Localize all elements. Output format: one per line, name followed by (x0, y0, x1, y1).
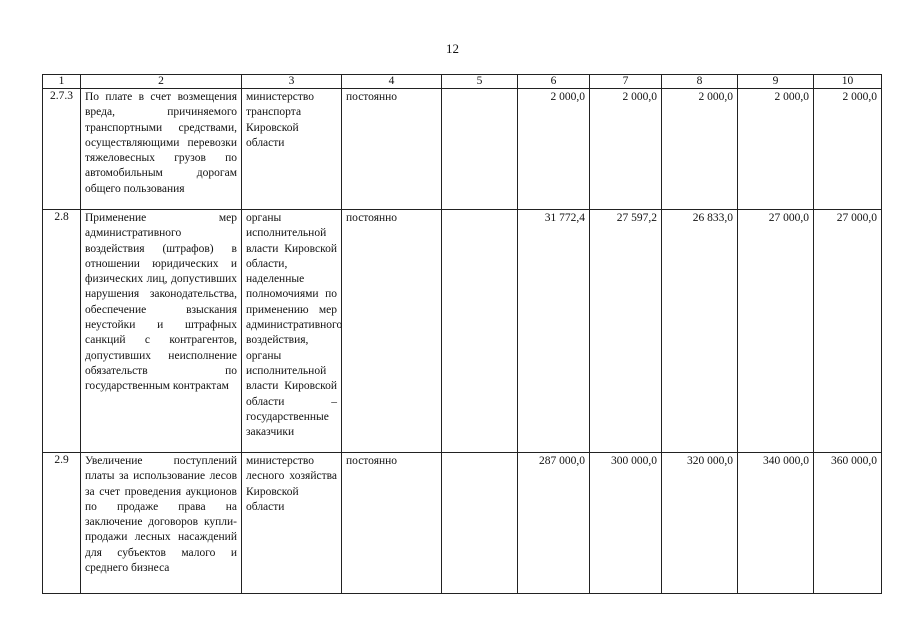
column-5-cell (442, 453, 518, 594)
measure-description: Увеличение поступлений платы за использование лесов за счет проведения аукционов по продаже права на заключение договоров купли-продажи лесных насаждений для субъектов малого и среднего бизнеса (81, 453, 242, 594)
value-col10: 2 000,0 (814, 89, 882, 210)
responsible-executor: министерство лесного хозяйства Кировской области (242, 453, 342, 594)
page-number: 12 (446, 41, 459, 56)
value-col10: 27 000,0 (814, 210, 882, 453)
value-col7: 300 000,0 (590, 453, 662, 594)
table-row (43, 453, 882, 594)
measure-description: Применение мер административного воздействия (штрафов) в отношении юридических и физических лиц, допустивших нарушения законодательства, обеспечение взыскания неустойки и штрафных санкций с контрагентов, допустивших неисполнение обязательств по государственным контрактам (81, 210, 242, 453)
header-row (43, 75, 882, 89)
column-header: 8 (662, 75, 738, 89)
value-col7: 2 000,0 (590, 89, 662, 210)
value-col9: 27 000,0 (738, 210, 814, 453)
value-col6: 287 000,0 (518, 453, 590, 594)
execution-term: постоянно (342, 210, 442, 453)
column-header: 7 (590, 75, 662, 89)
measures-table (42, 74, 882, 594)
column-header: 1 (43, 75, 81, 89)
value-col6: 31 772,4 (518, 210, 590, 453)
measure-description: По плате в счет возмещения вреда, причиняемого транспортными средствами, осуществляющими перевозки тяжеловесных грузов по автомобильным дорогам общего пользования (81, 89, 242, 210)
item-number: 2.9 (43, 453, 81, 594)
column-5-cell (442, 210, 518, 453)
column-header: 6 (518, 75, 590, 89)
column-header: 10 (814, 75, 882, 89)
item-number: 2.7.3 (43, 89, 81, 210)
value-col8: 26 833,0 (662, 210, 738, 453)
value-col6: 2 000,0 (518, 89, 590, 210)
execution-term: постоянно (342, 89, 442, 210)
value-col9: 2 000,0 (738, 89, 814, 210)
value-col10: 360 000,0 (814, 453, 882, 594)
table-row (43, 89, 882, 210)
column-header: 5 (442, 75, 518, 89)
responsible-executor: министерство транспорта Кировской области (242, 89, 342, 210)
column-header: 3 (242, 75, 342, 89)
value-col7: 27 597,2 (590, 210, 662, 453)
column-header: 2 (81, 75, 242, 89)
execution-term: постоянно (342, 453, 442, 594)
column-header: 9 (738, 75, 814, 89)
table-row (43, 210, 882, 453)
responsible-executor: органы исполнительной власти Кировской области, наделенные полномочиями по применению мер административного воздействия, органы исполнительной власти Кировской области – государственные заказчики (242, 210, 342, 453)
value-col8: 2 000,0 (662, 89, 738, 210)
item-number: 2.8 (43, 210, 81, 453)
column-5-cell (442, 89, 518, 210)
value-col9: 340 000,0 (738, 453, 814, 594)
value-col8: 320 000,0 (662, 453, 738, 594)
column-header: 4 (342, 75, 442, 89)
